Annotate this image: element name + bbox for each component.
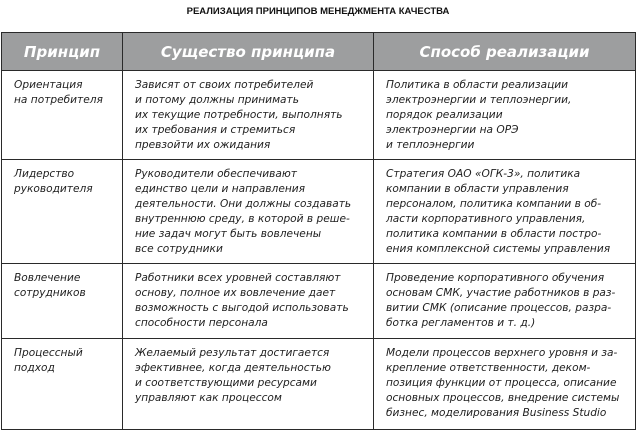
principle-cell-line: руководителя [14, 183, 93, 195]
essence-cell [123, 339, 374, 430]
header-method: Способ реализации [374, 33, 636, 71]
method-cell-line: порядок реализации [386, 109, 503, 121]
principle-cell-line: сотрудников [14, 287, 86, 299]
method-cell-line: бизнес, моделирования Business Studio [386, 407, 607, 419]
essence-cell-line: Желаемый результат достигается [135, 347, 330, 359]
essence-cell-line: и соответствующими ресурсами [135, 377, 317, 389]
table-row [2, 339, 636, 430]
principle-cell-line: Лидерство [14, 168, 75, 180]
essence-cell-line: Зависят от своих потребителей [135, 79, 314, 91]
essence-cell [123, 264, 374, 339]
method-cell-line: персоналом, политика компании в об- [386, 198, 602, 210]
method-cell-line: электроэнергии на ОРЭ [386, 124, 519, 136]
essence-cell-line: их текущие потребности, выполнять [135, 109, 343, 121]
principle-cell-line: Процессный [14, 347, 83, 359]
principle-cell [2, 339, 123, 430]
principle-cell-line: Вовлечение [14, 272, 81, 284]
method-cell [374, 71, 636, 160]
table-title: РЕАЛИЗАЦИЯ ПРИНЦИПОВ МЕНЕДЖМЕНТА КАЧЕСТВА [186, 6, 450, 17]
principle-cell-line: подход [14, 362, 55, 374]
method-cell [374, 160, 636, 264]
essence-cell-line: ние задач могут быть вовлечены [135, 228, 322, 240]
essence-cell-line: управляют как процессом [135, 392, 282, 404]
essence-cell-line: их требования и стремиться [135, 124, 296, 136]
method-cell-line: основам СМК, участие работников в раз- [386, 287, 616, 299]
essence-cell-line: способности персонала [135, 317, 268, 329]
table-header-row [2, 33, 636, 71]
method-cell-line: ботка регламентов и т. д.) [386, 317, 536, 329]
method-cell [374, 264, 636, 339]
method-cell-line: Модели процессов верхнего уровня и за- [386, 347, 618, 359]
method-cell-line: Стратегия ОАО «ОГК-3», политика [386, 168, 581, 180]
essence-cell-line: внутреннюю среду, в которой в реше- [135, 213, 350, 225]
method-cell-line: компании в области управления [386, 183, 569, 195]
principle-cell [2, 71, 123, 160]
header-essence: Существо принципа [123, 33, 374, 71]
method-cell-line: ения комплексной системы управления [386, 243, 611, 255]
method-cell-line: крепление ответственности, деком- [386, 362, 591, 374]
principle-cell-line: на потребителя [14, 94, 103, 106]
quality-principles-table [1, 32, 636, 430]
essence-cell-line: единство цели и направления [135, 183, 306, 195]
header-principle: Принцип [2, 33, 123, 71]
essence-cell-line: эфективнее, когда деятельностью [135, 362, 331, 374]
table-row [2, 71, 636, 160]
method-cell [374, 339, 636, 430]
essence-cell-line: превзойти их ожидания [135, 139, 271, 151]
essence-cell-line: основу, полное их вовлечение дает [135, 287, 336, 299]
method-cell-line: основных процессов, внедрение системы [386, 392, 620, 404]
method-cell-line: и теплоэнергии [386, 139, 475, 151]
essence-cell [123, 160, 374, 264]
method-cell-line: электроэнергии и теплоэнергии, [386, 94, 572, 106]
table-row [2, 160, 636, 264]
essence-cell-line: Работники всех уровней составляют [135, 272, 341, 284]
essence-cell-line: все сотрудники [135, 243, 223, 255]
principle-cell [2, 264, 123, 339]
method-cell-line: Политика в области реализации [386, 79, 569, 91]
principle-cell [2, 160, 123, 264]
method-cell-line: Проведение корпоративного обучения [386, 272, 605, 284]
essence-cell [123, 71, 374, 160]
method-cell-line: политика компании в области постро- [386, 228, 602, 240]
principle-cell-line: Ориентация [14, 79, 83, 91]
essence-cell-line: и потому должны принимать [135, 94, 299, 106]
essence-cell-line: деятельности. Они должны создавать [135, 198, 352, 210]
essence-cell-line: возможность с выгодой использовать [135, 302, 349, 314]
method-cell-line: позиция функции от процесса, описание [386, 377, 617, 389]
method-cell-line: ласти корпоративного управления, [386, 213, 586, 225]
table-row [2, 264, 636, 339]
method-cell-line: витии СМК (описание процессов, разра- [386, 302, 612, 314]
essence-cell-line: Руководители обеспечивают [135, 168, 297, 180]
